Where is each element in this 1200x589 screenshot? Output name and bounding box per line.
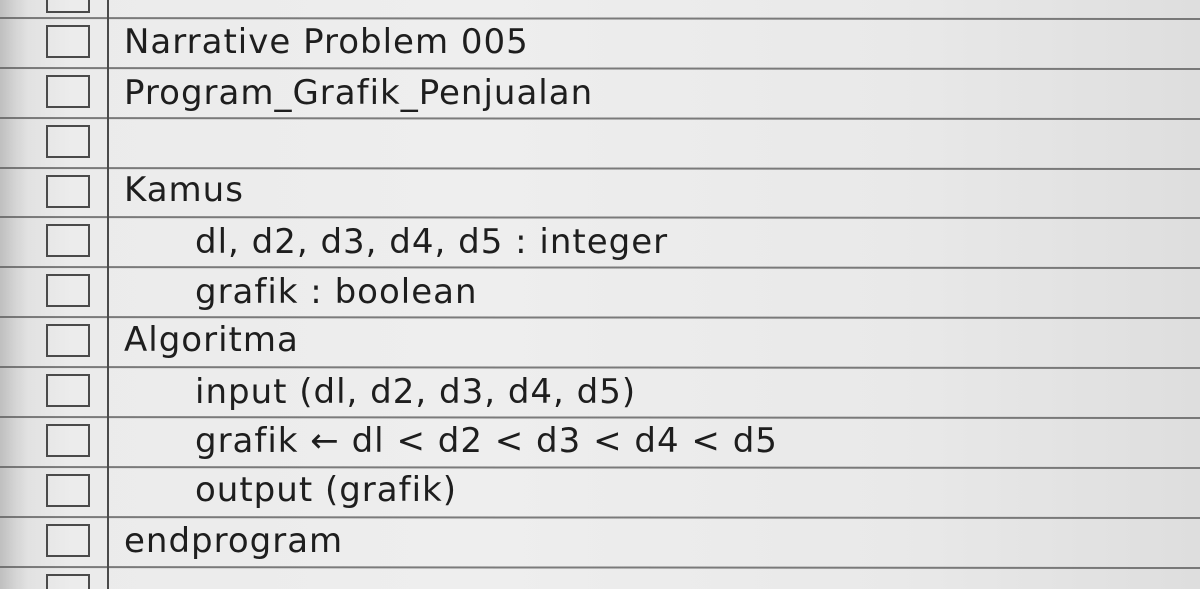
ruled-line xyxy=(0,117,1200,120)
endprogram-keyword: endprogram xyxy=(124,521,344,561)
ruled-line xyxy=(0,566,1200,569)
ruled-line xyxy=(0,17,1200,20)
line-checkbox[interactable] xyxy=(46,524,90,557)
kamus-heading: Kamus xyxy=(124,170,244,210)
ruled-line xyxy=(0,266,1200,269)
line-checkbox[interactable] xyxy=(46,25,90,58)
program-name: Program_Grafik_Penjualan xyxy=(124,73,594,113)
page-edge-shadow xyxy=(0,0,28,589)
ruled-line xyxy=(0,67,1200,70)
algoritma-heading: Algoritma xyxy=(124,320,299,360)
line-checkbox[interactable] xyxy=(46,125,90,158)
ruled-line xyxy=(0,466,1200,469)
narrative-problem-title: Narrative Problem 005 xyxy=(124,22,529,62)
line-checkbox[interactable] xyxy=(46,274,90,307)
grafik-assignment: grafik ← dl < d2 < d3 < d4 < d5 xyxy=(195,421,778,461)
ruled-line xyxy=(0,216,1200,219)
line-checkbox[interactable] xyxy=(46,324,90,357)
line-checkbox[interactable] xyxy=(46,424,90,457)
integer-declaration: dl, d2, d3, d4, d5 : integer xyxy=(195,222,669,262)
line-checkbox[interactable] xyxy=(46,474,90,507)
ruled-line xyxy=(0,516,1200,519)
output-statement: output (grafik) xyxy=(195,470,457,510)
line-checkbox[interactable] xyxy=(46,75,90,108)
ruled-line xyxy=(0,416,1200,419)
ruled-line xyxy=(0,316,1200,319)
line-checkbox[interactable] xyxy=(46,0,90,13)
line-checkbox[interactable] xyxy=(46,175,90,208)
margin-line xyxy=(107,0,109,589)
line-checkbox[interactable] xyxy=(46,224,90,257)
line-checkbox[interactable] xyxy=(46,574,90,589)
boolean-declaration: grafik : boolean xyxy=(195,272,478,312)
input-statement: input (dl, d2, d3, d4, d5) xyxy=(195,372,637,412)
ruled-line xyxy=(0,366,1200,369)
line-checkbox[interactable] xyxy=(46,374,90,407)
